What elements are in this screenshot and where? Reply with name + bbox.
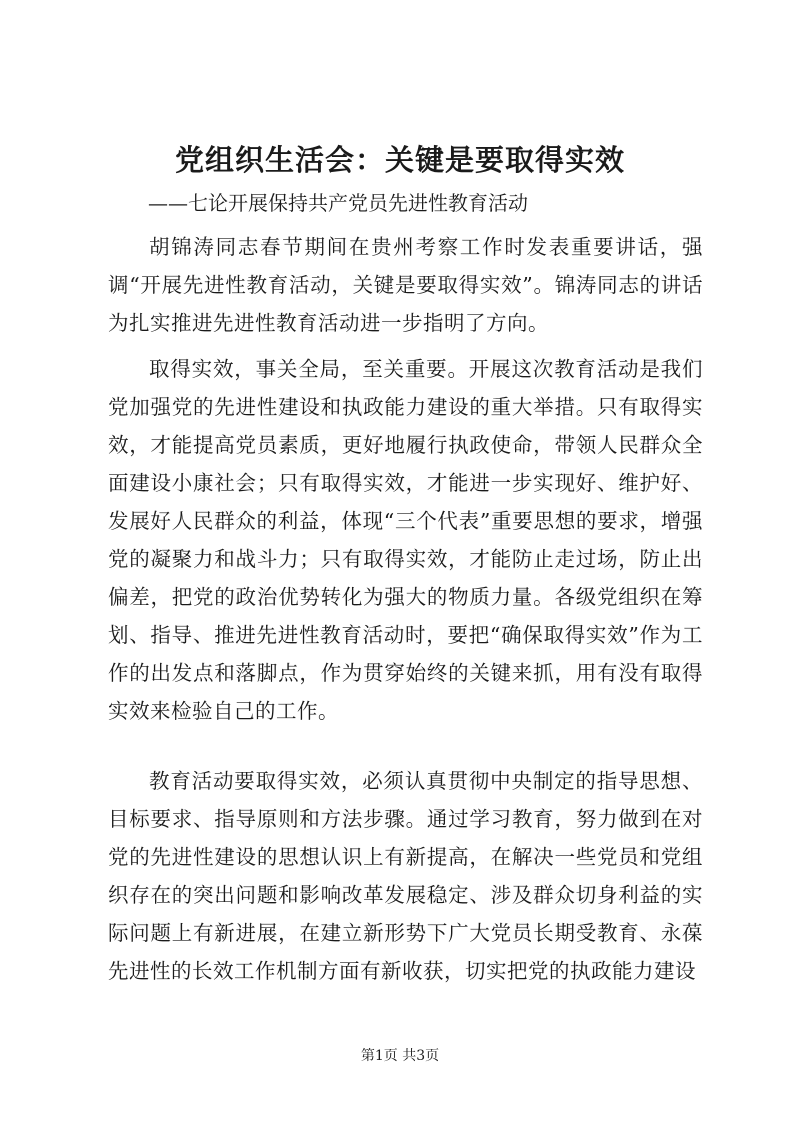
document-subtitle: ——七论开展保持共产党员先进性教育活动 <box>148 191 528 215</box>
paragraph-2: 取得实效，事关全局，至关重要。开展这次教育活动是我们党加强党的先进性建设和执政能力建设的重大举措。只有取得实效，才能提高党员素质，更好地履行执政使命，带领人民群众全面建设小康社会；只有取得实效，才能进一步实现好、维护好、发展好人民群众的利益，体现“三个代表”重要思想的要求，增强党的凝聚力和战斗力；只有取得实效，才能防止走过场，防止出偏差，把党的政治优势转化为强大的物质力量。各级党组织在筹划、指导、推进先进性教育活动时，要把“确保取得实效”作为工作的出发点和落脚点，作为贯穿始终的关键来抓，用有没有取得实效来检验自己的工作。 <box>108 357 703 723</box>
page-footer: 第1页 共3页 <box>360 1048 440 1064</box>
paragraph-1: 胡锦涛同志春节期间在贵州考察工作时发表重要讲话，强调“开展先进性教育活动，关键是要取得实效”。锦涛同志的讲话为扎实推进先进性教育活动进一步指明了方向。 <box>108 235 703 335</box>
paragraph-3: 教育活动要取得实效，必须认真贯彻中央制定的指导思想、目标要求、指导原则和方法步骤。通过学习教育，努力做到在对党的先进性建设的思想认识上有新提高，在解决一些党员和党组织存在的突出问题和影响改革发展稳定、涉及群众切身利益的实际问题上有新进展，在建立新形势下广大党员长期受教育、永葆先进性的长效工作机制方面有新收获，切实把党的执政能力建设 <box>108 769 703 983</box>
document-title: 党组织生活会：关键是要取得实效 <box>174 143 625 177</box>
